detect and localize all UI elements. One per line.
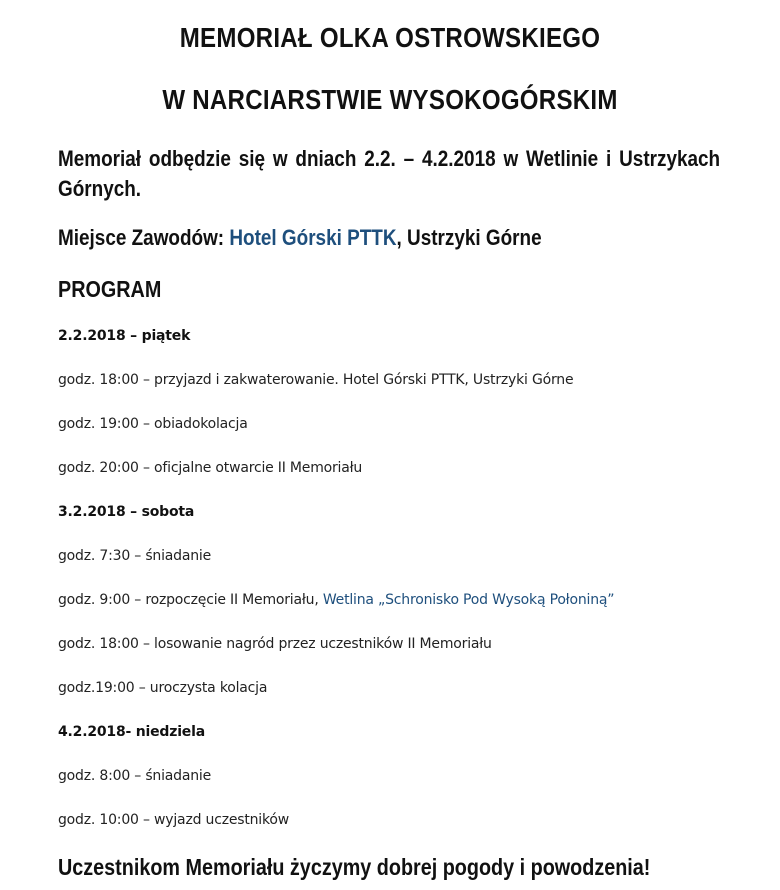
program-item: godz. 18:00 – przyjazd i zakwaterowanie. Hotel Górski PTTK, Ustrzyki Górne xyxy=(58,372,574,388)
venue-line xyxy=(58,224,542,252)
intro-paragraph: Memoriał odbędzie się w dniach 2.2. – 4.2.2018 w Wetlinie i Ustrzykach Górnych. xyxy=(58,146,721,201)
day-heading: 2.2.2018 – piątek xyxy=(58,328,191,344)
venue-suffix: , Ustrzyki Górne xyxy=(396,225,542,250)
program-heading: PROGRAM xyxy=(58,276,162,302)
program-item: godz. 18:00 – losowanie nagród przez uczestników II Memoriału xyxy=(58,636,492,652)
wetlina-link[interactable]: Wetlina „Schronisko Pod Wysoką Połoniną” xyxy=(322,592,615,608)
program-item: godz. 7:30 – śniadanie xyxy=(58,548,212,564)
page-title-line-2: W NARCIARSTWIE WYSOKOGÓRSKIM xyxy=(162,84,618,115)
closing-message: Uczestnikom Memoriału życzymy dobrej pogody i powodzenia! xyxy=(58,854,651,880)
program-item-text: godz. 9:00 – rozpoczęcie II Memoriału, xyxy=(58,592,323,608)
program-item: godz.19:00 – uroczysta kolacja xyxy=(58,680,268,696)
program-item: godz. 10:00 – wyjazd uczestników xyxy=(58,812,290,828)
venue-label: Miejsce Zawodów: xyxy=(58,225,230,250)
day-heading: 3.2.2018 – sobota xyxy=(58,504,195,520)
day-heading: 4.2.2018- niedziela xyxy=(58,724,205,740)
program-item xyxy=(58,591,614,609)
venue-link[interactable]: Hotel Górski PTTK xyxy=(229,225,397,250)
program-item: godz. 8:00 – śniadanie xyxy=(58,768,212,784)
program-item: godz. 20:00 – oficjalne otwarcie II Memoriału xyxy=(58,460,363,476)
page-title-line-1: MEMORIAŁ OLKA OSTROWSKIEGO xyxy=(179,22,601,53)
program-item: godz. 19:00 – obiadokolacja xyxy=(58,416,248,432)
